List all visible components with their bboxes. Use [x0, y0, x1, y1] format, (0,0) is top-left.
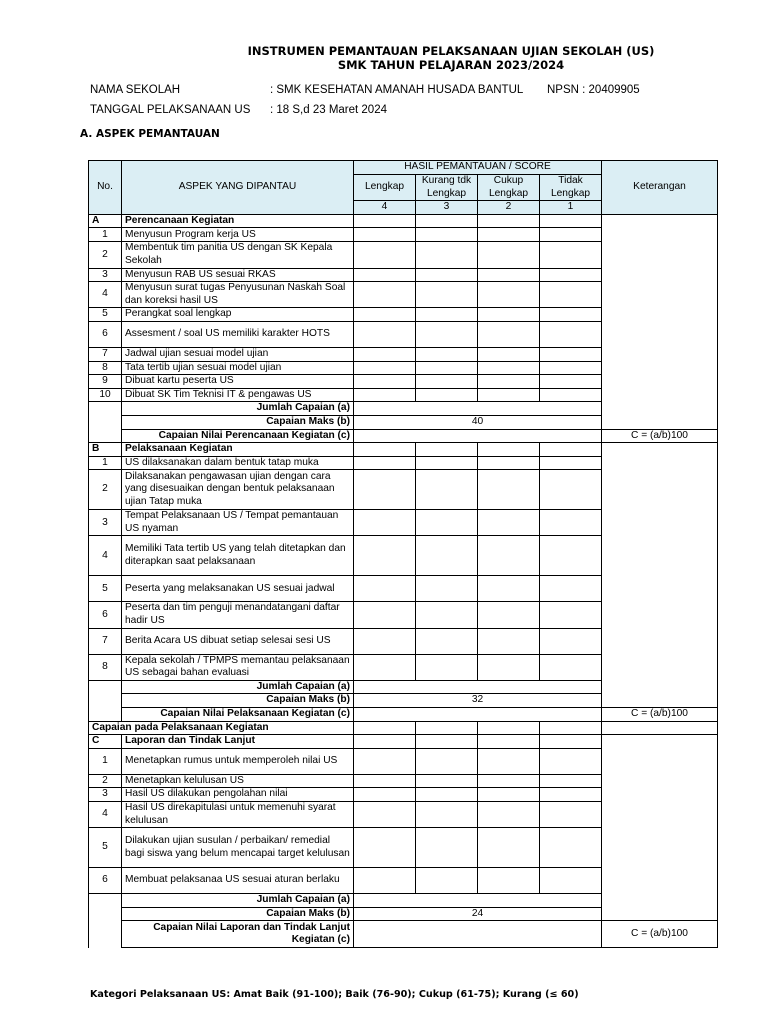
score-cell: [478, 308, 540, 322]
score-cell: [540, 721, 602, 735]
nilai-value: [354, 708, 602, 722]
maks-label: Capaian Maks (b): [122, 907, 354, 921]
score-cell: [354, 443, 416, 457]
capaian-pelaksanaan-label: Capaian pada Pelaksanaan Kegiatan: [89, 721, 354, 735]
score-cell: [478, 774, 540, 788]
score-cell: [478, 735, 540, 749]
score-cell: [540, 536, 602, 576]
score-cell: [478, 456, 540, 470]
keterangan-cell: [602, 735, 718, 921]
score-cell: [416, 654, 478, 680]
item-number: 1: [89, 228, 122, 242]
item-text: Berita Acara US dibuat setiap selesai sesi US: [122, 628, 354, 654]
item-text: Dibuat kartu peserta US: [122, 375, 354, 389]
header-tidak: Tidak Lengkap: [540, 175, 602, 201]
section-code: B: [89, 443, 122, 457]
item-number: 1: [89, 456, 122, 470]
score-cell: [354, 721, 416, 735]
maks-label: Capaian Maks (b): [122, 415, 354, 429]
score-cell: [354, 214, 416, 228]
score-cell: [540, 443, 602, 457]
score-cell: [478, 443, 540, 457]
table-row: [89, 735, 718, 749]
score-cell: [478, 576, 540, 602]
item-number: 4: [89, 802, 122, 828]
header-keterangan: Keterangan: [602, 161, 718, 215]
exam-date-label: TANGGAL PELAKSANAAN US: [90, 104, 251, 116]
score-cell: [416, 628, 478, 654]
score-cell: [540, 735, 602, 749]
section-title-cell: Pelaksanaan Kegiatan: [122, 443, 354, 457]
section-code: C: [89, 735, 122, 749]
score-cell: [540, 654, 602, 680]
score-cell: [478, 748, 540, 774]
exam-date-value: : 18 S,d 23 Maret 2024: [270, 104, 387, 116]
item-number: 6: [89, 868, 122, 894]
score-cell: [478, 242, 540, 268]
table-row: [89, 214, 718, 228]
school-name-label: NAMA SEKOLAH: [90, 84, 181, 96]
item-text: Menetapkan rumus untuk memperoleh nilai US: [122, 748, 354, 774]
score-cell: [540, 576, 602, 602]
score-cell: [354, 654, 416, 680]
item-number: 5: [89, 828, 122, 868]
score-cell: [540, 510, 602, 536]
item-text: Menyusun surat tugas Penyusunan Naskah Soal dan koreksi hasil US: [122, 282, 354, 308]
score-cell: [478, 361, 540, 375]
item-number: 10: [89, 388, 122, 402]
score-cell: [540, 347, 602, 361]
item-text: Menyusun Program kerja US: [122, 228, 354, 242]
score-cell: [478, 375, 540, 389]
item-number: 3: [89, 510, 122, 536]
item-text: Peserta yang melaksanakan US sesuai jadwal: [122, 576, 354, 602]
score-cell: [416, 321, 478, 347]
header-score: 4: [354, 201, 416, 215]
score-cell: [416, 375, 478, 389]
score-cell: [416, 361, 478, 375]
score-cell: [416, 802, 478, 828]
score-cell: [540, 321, 602, 347]
score-cell: [540, 228, 602, 242]
score-cell: [354, 308, 416, 322]
score-cell: [416, 721, 478, 735]
table-row: [89, 429, 718, 443]
header-kurang: Kurang tdk Lengkap: [416, 175, 478, 201]
item-text: Memiliki Tata tertib US yang telah ditetapkan dan diterapkan saat pelaksanaan: [122, 536, 354, 576]
document-title: INSTRUMEN PEMANTAUAN PELAKSANAAN UJIAN SEKOLAH (US): [247, 44, 655, 58]
formula-cell: C = (a/b)100: [602, 429, 718, 443]
score-cell: [416, 470, 478, 510]
item-text: Membentuk tim panitia US dengan SK Kepala Sekolah: [122, 242, 354, 268]
score-cell: [354, 828, 416, 868]
item-text: Dilakukan ujian susulan / perbaikan/ remedial bagi siswa yang belum mencapai target kelulusan: [122, 828, 354, 868]
score-cell: [540, 868, 602, 894]
maks-value: 32: [354, 694, 602, 708]
score-cell: [416, 510, 478, 536]
score-cell: [354, 375, 416, 389]
section-code: A: [89, 214, 122, 228]
score-cell: [540, 214, 602, 228]
score-cell: [354, 242, 416, 268]
score-cell: [478, 802, 540, 828]
score-cell: [478, 268, 540, 282]
item-number: 4: [89, 282, 122, 308]
score-cell: [540, 388, 602, 402]
monitoring-table: [88, 160, 718, 948]
score-cell: [416, 828, 478, 868]
header-score: 3: [416, 201, 478, 215]
header-hasil: HASIL PEMANTAUAN / SCORE: [354, 161, 602, 175]
score-cell: [478, 214, 540, 228]
score-cell: [416, 214, 478, 228]
score-cell: [416, 748, 478, 774]
item-number: 7: [89, 628, 122, 654]
item-number: 2: [89, 242, 122, 268]
score-cell: [416, 788, 478, 802]
score-cell: [416, 282, 478, 308]
score-cell: [354, 361, 416, 375]
jumlah-label: Jumlah Capaian (a): [122, 894, 354, 908]
score-cell: [354, 536, 416, 576]
item-number: 1: [89, 748, 122, 774]
item-text: Dibuat SK Tim Teknisi IT & pengawas US: [122, 388, 354, 402]
score-cell: [354, 347, 416, 361]
score-cell: [478, 828, 540, 868]
score-cell: [540, 788, 602, 802]
score-cell: [478, 388, 540, 402]
score-cell: [354, 735, 416, 749]
score-cell: [416, 456, 478, 470]
score-cell: [540, 282, 602, 308]
score-cell: [478, 228, 540, 242]
item-text: Peserta dan tim penguji menandatangani daftar hadir US: [122, 602, 354, 628]
item-text: Kepala sekolah / TPMPS memantau pelaksanaan US sebagai bahan evaluasi: [122, 654, 354, 680]
nilai-label: Capaian Nilai Pelaksanaan Kegiatan (c): [122, 708, 354, 722]
score-cell: [354, 268, 416, 282]
header-score: 1: [540, 201, 602, 215]
score-cell: [540, 308, 602, 322]
npsn-value: NPSN : 20409905: [547, 84, 640, 96]
score-cell: [416, 868, 478, 894]
item-text: Tempat Pelaksanaan US / Tempat pemantauan US nyaman: [122, 510, 354, 536]
item-number: 8: [89, 654, 122, 680]
score-cell: [478, 788, 540, 802]
score-cell: [540, 375, 602, 389]
jumlah-value: [354, 894, 602, 908]
score-cell: [354, 748, 416, 774]
blank-no-cell: [89, 402, 122, 443]
score-cell: [354, 602, 416, 628]
category-footer: Kategori Pelaksanaan US: Amat Baik (91-100); Baik (76-90); Cukup (61-75); Kurang (≤ 60): [90, 989, 579, 1000]
score-cell: [416, 536, 478, 576]
item-text: Perangkat soal lengkap: [122, 308, 354, 322]
score-cell: [540, 456, 602, 470]
item-text: Assesment / soal US memiliki karakter HOTS: [122, 321, 354, 347]
score-cell: [416, 735, 478, 749]
keterangan-cell: [602, 443, 718, 708]
score-cell: [354, 470, 416, 510]
item-number: 3: [89, 268, 122, 282]
score-cell: [478, 654, 540, 680]
header-lengkap: Lengkap: [354, 175, 416, 201]
jumlah-value: [354, 680, 602, 694]
score-cell: [354, 282, 416, 308]
item-number: 5: [89, 576, 122, 602]
table-row: [89, 708, 718, 722]
score-cell: [416, 388, 478, 402]
maks-value: 24: [354, 907, 602, 921]
item-text: Hasil US direkapitulasi untuk memenuhi syarat kelulusan: [122, 802, 354, 828]
score-cell: [416, 242, 478, 268]
table-row: [89, 921, 718, 948]
section-title-cell: Laporan dan Tindak Lanjut: [122, 735, 354, 749]
score-cell: [540, 242, 602, 268]
score-cell: [478, 510, 540, 536]
section-title-cell: Perencanaan Kegiatan: [122, 214, 354, 228]
blank-no-cell: [89, 680, 122, 721]
school-name-value: : SMK KESEHATAN AMANAH HUSADA BANTUL: [270, 84, 524, 96]
item-number: 5: [89, 308, 122, 322]
maks-label: Capaian Maks (b): [122, 694, 354, 708]
score-cell: [354, 456, 416, 470]
keterangan-cell: [602, 721, 718, 735]
score-cell: [354, 388, 416, 402]
score-cell: [354, 321, 416, 347]
keterangan-cell: [602, 214, 718, 429]
score-cell: [478, 470, 540, 510]
score-cell: [478, 536, 540, 576]
score-cell: [416, 308, 478, 322]
item-number: 6: [89, 321, 122, 347]
score-cell: [540, 828, 602, 868]
jumlah-label: Jumlah Capaian (a): [122, 402, 354, 416]
header-no: No.: [89, 161, 122, 215]
blank-no-cell: [89, 894, 122, 948]
formula-cell: C = (a/b)100: [602, 708, 718, 722]
score-cell: [354, 228, 416, 242]
score-cell: [416, 443, 478, 457]
item-number: 8: [89, 361, 122, 375]
score-cell: [478, 347, 540, 361]
item-number: 2: [89, 774, 122, 788]
formula-cell: C = (a/b)100: [602, 921, 718, 948]
score-cell: [478, 868, 540, 894]
item-text: Dilaksanakan pengawasan ujian dengan cara yang disesuaikan dengan bentuk pelaksanaan ujian Tatap muka: [122, 470, 354, 510]
score-cell: [416, 774, 478, 788]
score-cell: [478, 321, 540, 347]
score-cell: [416, 347, 478, 361]
item-text: Membuat pelaksanaa US sesuai aturan berlaku: [122, 868, 354, 894]
item-number: 4: [89, 536, 122, 576]
item-text: Jadwal ujian sesuai model ujian: [122, 347, 354, 361]
score-cell: [540, 361, 602, 375]
nilai-label: Capaian Nilai Perencanaan Kegiatan (c): [122, 429, 354, 443]
score-cell: [354, 802, 416, 828]
score-cell: [540, 802, 602, 828]
score-cell: [478, 721, 540, 735]
score-cell: [416, 268, 478, 282]
item-number: 2: [89, 470, 122, 510]
score-cell: [416, 602, 478, 628]
score-cell: [478, 602, 540, 628]
item-text: Menetapkan kelulusan US: [122, 774, 354, 788]
score-cell: [478, 628, 540, 654]
item-number: 9: [89, 375, 122, 389]
item-text: Tata tertib ujian sesuai model ujian: [122, 361, 354, 375]
score-cell: [540, 602, 602, 628]
nilai-value: [354, 429, 602, 443]
score-cell: [354, 576, 416, 602]
header-aspek: ASPEK YANG DIPANTAU: [122, 161, 354, 215]
score-cell: [354, 788, 416, 802]
score-cell: [540, 470, 602, 510]
score-cell: [540, 268, 602, 282]
jumlah-label: Jumlah Capaian (a): [122, 680, 354, 694]
score-cell: [416, 576, 478, 602]
score-cell: [354, 774, 416, 788]
document-subtitle: SMK TAHUN PELAJARAN 2023/2024: [337, 58, 565, 72]
item-number: 7: [89, 347, 122, 361]
section-title: A. ASPEK PEMANTAUAN: [80, 128, 220, 140]
score-cell: [416, 228, 478, 242]
score-cell: [540, 748, 602, 774]
score-cell: [478, 282, 540, 308]
score-cell: [354, 868, 416, 894]
item-text: Hasil US dilakukan pengolahan nilai: [122, 788, 354, 802]
nilai-value: [354, 921, 602, 948]
jumlah-value: [354, 402, 602, 416]
item-text: US dilaksanakan dalam bentuk tatap muka: [122, 456, 354, 470]
item-number: 3: [89, 788, 122, 802]
maks-value: 40: [354, 415, 602, 429]
table-row: [89, 443, 718, 457]
header-score: 2: [478, 201, 540, 215]
item-text: Menyusun RAB US sesuai RKAS: [122, 268, 354, 282]
score-cell: [354, 510, 416, 536]
score-cell: [540, 774, 602, 788]
item-number: 6: [89, 602, 122, 628]
nilai-label: Capaian Nilai Laporan dan Tindak Lanjut Kegiatan (c): [122, 921, 354, 948]
header-cukup: Cukup Lengkap: [478, 175, 540, 201]
table-row: [89, 721, 718, 735]
score-cell: [540, 628, 602, 654]
score-cell: [354, 628, 416, 654]
